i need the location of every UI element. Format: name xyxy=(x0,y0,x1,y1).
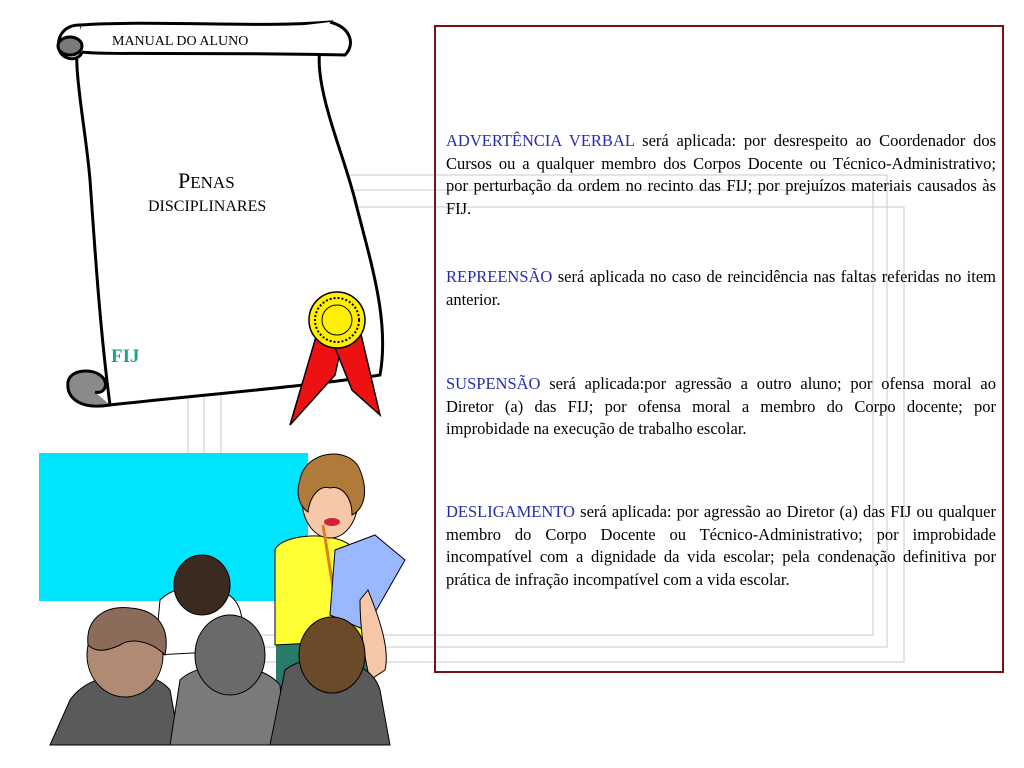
brand-label: FIJ xyxy=(111,346,140,367)
penalty-term: ADVERTÊNCIA VERBAL xyxy=(446,131,635,150)
penalty-paragraph-advertencia xyxy=(446,130,996,220)
classroom-clipart xyxy=(30,440,420,750)
penalty-paragraph-desligamento xyxy=(446,501,996,591)
penalty-term: REPREENSÃO xyxy=(446,267,553,286)
penalty-paragraph-suspensao xyxy=(446,373,996,441)
heading-initial: P xyxy=(178,168,191,193)
scroll-title: MANUAL DO ALUNO xyxy=(112,34,249,49)
penalty-description: será aplicada:por agressão a outro aluno; por ofensa moral ao Diretor (a) das FIJ; por ofensa moral a membro do Corpo docente; por improbidade na execução de trabalho escolar. xyxy=(446,374,996,438)
penalty-description: será aplicada: por desrespeito ao Coordenador dos Cursos ou a qualquer membro dos Corpos Docente ou Técnico-Administrativo; por perturbação da ordem no recinto das FIJ; por prejuízos materiais causados às FIJ. xyxy=(446,131,996,218)
penalty-description: será aplicada no caso de reincidência nas faltas referidas no item anterior. xyxy=(446,267,996,309)
penalty-paragraph-repreensao xyxy=(446,266,996,311)
scroll-heading-line2: DISCIPLINARES xyxy=(148,198,267,215)
scroll-heading xyxy=(178,168,235,194)
penalty-term: DESLIGAMENTO xyxy=(446,502,575,521)
heading-rest: ENAS xyxy=(190,173,235,192)
penalty-term: SUSPENSÃO xyxy=(446,374,541,393)
penalty-description: será aplicada: por agressão ao Diretor (a) das FIJ ou qualquer membro do Corpo Docente ou Técnico-Administrativo; por improbidade incompatível com a dignidade da vida escolar; pela condenação definitiva por prática de infração incompatível com a vida escolar. xyxy=(446,502,996,589)
